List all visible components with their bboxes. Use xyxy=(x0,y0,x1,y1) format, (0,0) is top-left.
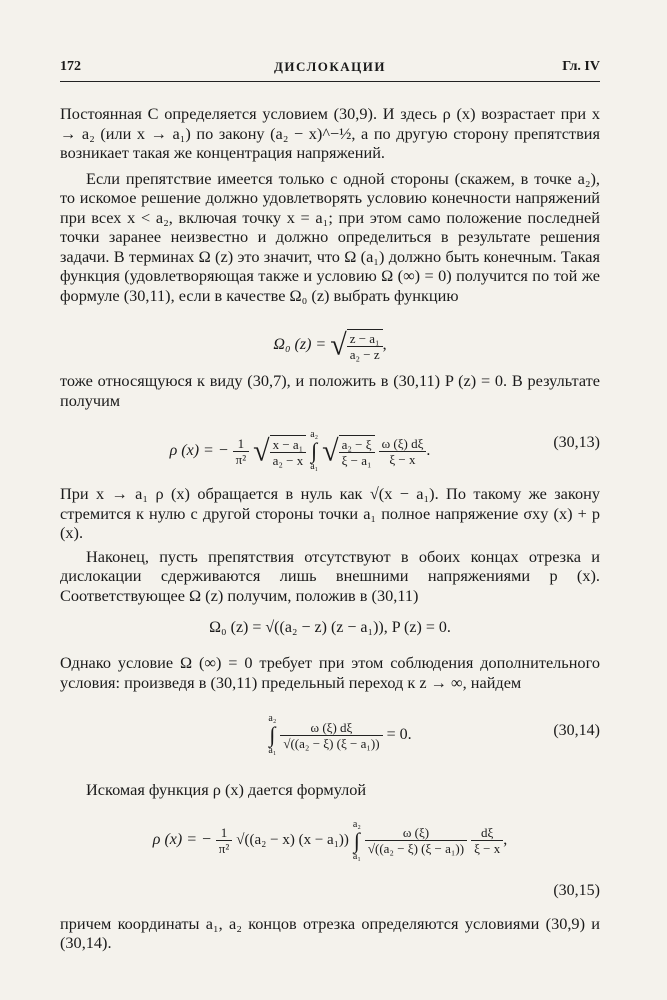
equation-30-13: ρ (x) = − $\frac{1}{\text{π²}}$ √ $\frac{\text{x − a₁}}{\text{a₂ − x}}$ a₂ ∫ a₁ √ $\frac{\text{a₂ − ξ}}{\text{ξ − a₁}}$ $\frac{\omega (\xi) d\xi}{\xi - x}$ . (30,13) xyxy=(169,429,600,472)
running-header xyxy=(60,55,600,77)
paragraph-7: Искомая функция ρ (x) дается формулой xyxy=(86,780,367,799)
equation-30-15: ρ (x) = − $\frac{1}{\text{π²}}$ √((a₂ − x) (x − a₁)) a₂ ∫ a₁ $\frac{\omega (\xi)}{\text{√((a₂ − ξ) (ξ − a₁))}}$ $\frac{d\xi}{\xi - x}$ , (30,15) xyxy=(152,818,600,899)
paragraph-1: Постоянная C определяется условием (30,9). И здесь ρ (x) возрастает при x → a₂ (или x → a₁) по закону (a₂ − x)^−½, а по другую сторону препятствия возникает такая же концентрация напряжений. xyxy=(60,104,600,162)
chapter-title: ДИСЛОКАЦИИ xyxy=(273,59,387,74)
equation-label-30-14: (30,14) xyxy=(553,722,600,739)
equation-label-30-15: (30,15) xyxy=(553,881,600,899)
book-page xyxy=(60,55,600,953)
paragraph-5: Наконец, пусть препятствия отсутствуют в обоих концах отрезка и дислокации сдерживаются лишь внешними напряжениями p (x). Соответствующее Ω (z) получим, положив в (30,11) xyxy=(60,546,600,605)
chapter-label: Гл. IV xyxy=(562,59,600,74)
equation-30-14: a₂ ∫ a₁ $\frac{\omega (\xi) d\xi}{\text{√((a₂ − ξ) (ξ − a₁))}}$ = 0. (30,14) xyxy=(268,713,600,756)
equation-label-30-13: (30,13) xyxy=(553,434,600,451)
paragraph-2: Если препятствие имеется только с одной стороны (скажем, в точке a₂), то искомое решение должно удовлетворять условию конечности напряжений при всех x < a₂, включая точку x = a₁; при этом само положение последней точки заранее неизвестно и должно определиться в результате решения задачи. В терминах Ω (z) это значит, что Ω (a₁) должно быть конечным. Такая функция (удовлетворяющая также и условию Ω (∞) = 0) получится по той же формуле (30,11), если в качестве Ω₀ (z) выбрать функцию xyxy=(60,168,600,305)
paragraph-8: причем координаты a₁, a₂ концов отрезка определяются условиями (30,9) и (30,14). xyxy=(60,913,600,952)
paragraph-4: При x → a₁ ρ (x) обращается в нуль как √(x − a₁). По такому же закону стремится к нулю с другой стороны точки a₁ полное напряжение σxy (x) + p (x). xyxy=(60,484,600,542)
paragraph-6: Однако условие Ω (∞) = 0 требует при этом соблюдения дополнительного условия: произведя в (30,11) предельный переход к z → ∞, найдем xyxy=(60,653,600,692)
equation-omega0-product: Ω₀ (z) = √((a₂ − z) (z − a₁)), P (z) = 0. xyxy=(209,619,451,636)
paragraph-3: тоже относящуюся к виду (30,7), и положить в (30,11) P (z) = 0. В результате получим xyxy=(60,371,600,410)
equation-omega0: Ω₀ (z) = √ $\frac{\text{z − a₁}}{\text{a₂ − z}}$ , xyxy=(273,328,387,362)
page-number: 172 xyxy=(60,59,81,74)
